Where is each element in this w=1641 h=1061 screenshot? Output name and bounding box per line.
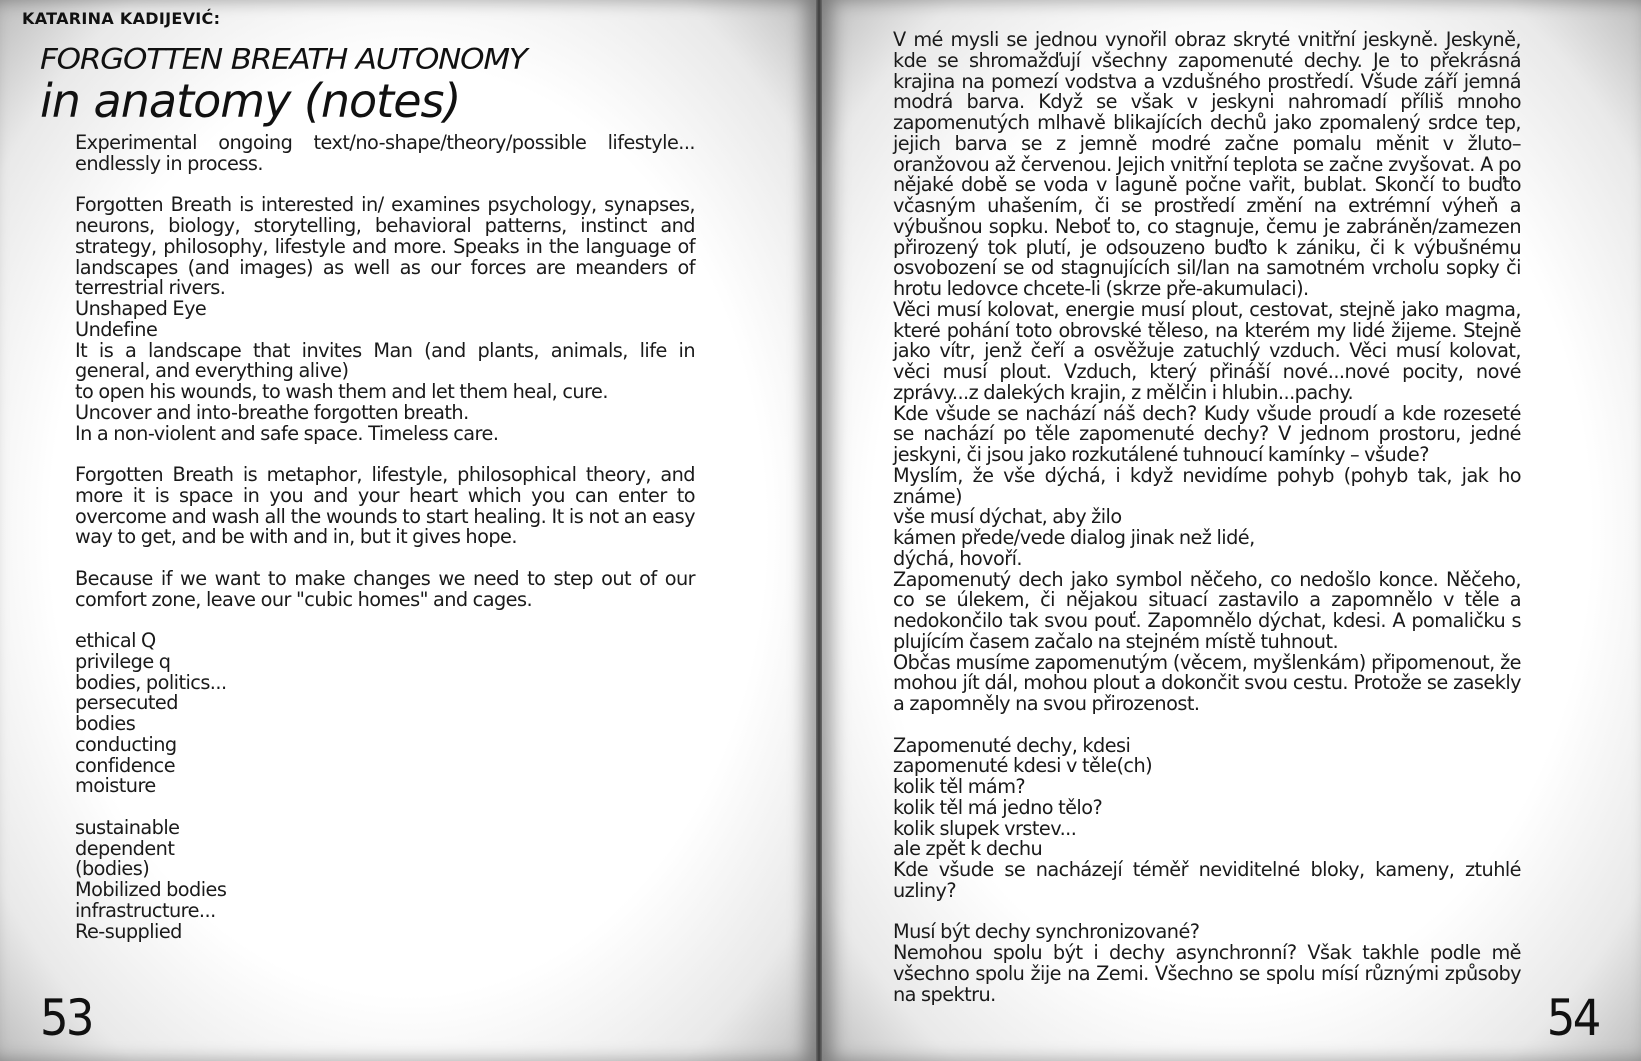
- left-page: [0, 0, 816, 1061]
- text-line: dýchá, hovoří.: [893, 546, 1022, 570]
- text-line: kolik těl mám?: [893, 775, 1026, 798]
- text-line: Zapomenuté dechy, kdesi: [893, 733, 1131, 757]
- list-item: Mobilized bodies: [75, 878, 227, 901]
- list-item: (bodies): [75, 857, 150, 881]
- paragraph: Nemohou spolu být i dechy asynchronní? Však takhle podle mě všechno spolu žije na Zemi. Všechno se spolu mísí různými způsoby na spektru.: [893, 941, 1521, 1006]
- paragraph: V mé mysli se jednou vynořil obraz skryté vnitřní jeskyně. Jeskyně, kde se shromažďují všechny zapomenuté dechy. Je to překrásná krajina na pomezí vodstva a vzdušného prostředí. Všude září jemná modrá barva. Když se však v jeskyni nahromadí příliš mnoho zapomenutých mlhavě blikajících dechů jako zpomalený srdce tep, jejich barva se z jemně modré začne pomalu měnit v žluto–oranžovou až červenou. Jejich vnitřní teplota se začne zvyšovat. A po nějaké době se voda v laguně počne vařit, bublat. Skončí to buďto včasným uhašením, či se prostředí změní na extrémní výheň a výbušnou sopku. Neboť to, co stagnuje, čemu je zabráněn/zamezen přirozený tok plutí, je odsouzeno buďto k zániku, či k výbušnému osvobození se od stagnujících sil/lan na samotném vrcholu sopky či hrotu ledovce chcete-li (skrze pře-akumulaci).: [893, 28, 1521, 300]
- author-name: KATARINA KADIJEVIĆ:: [22, 9, 221, 28]
- article-title: [40, 43, 760, 128]
- list-item: bodies, politics...: [75, 670, 227, 694]
- paragraph: Forgotten Breath is interested in/ examines psychology, synapses, neurons, biology, storytelling, behavioral patterns, instinct and strategy, philosophy, lifestyle and more. Speaks in the language of landscapes (and images) as well as our forces are meanders of terrestrial rivers.: [75, 193, 695, 300]
- text-line: Undefine: [75, 317, 158, 341]
- paragraph: Myslím, že vše dýchá, i když nevidíme pohyb (pohyb tak, jak ho známe): [893, 463, 1521, 508]
- list-item: dependent: [75, 836, 175, 860]
- text-line: kolik těl má jedno tělo?: [893, 795, 1103, 819]
- text-line: kolik slupek vrstev...: [893, 816, 1077, 840]
- text-line: Unshaped Eye: [75, 297, 207, 320]
- list-item: sustainable: [75, 815, 180, 839]
- paragraph: Věci musí kolovat, energie musí plout, cestovat, stejně jako magma, které pohání toto obrovské těleso, na kterém my lidé žijeme. Stejně jako vítr, jenž čeří a osvěžuje zatuchlý vzduch. Věci musí kolovat, věci musí plout. Vzduch, který přináší nové...nové pocity, nové zprávy...z dalekých krajin, z mělčin i hlubin...pachy.: [893, 297, 1521, 404]
- text-line: Musí být dechy synchronizované?: [893, 920, 1200, 944]
- paragraph: Občas musíme zapomenutým (věcem, myšlenkám) připomenout, že mohou jít dál, mohou plout a dokončit svou cestu. Protože se zasekly a zapomněly na svou přirozenost.: [893, 650, 1521, 715]
- list-item: conducting: [75, 732, 177, 756]
- list-item: infrastructure...: [75, 898, 216, 922]
- left-body-text: [75, 133, 695, 942]
- text-line: kámen přede/vede dialog jinak než lidé,: [893, 526, 1255, 549]
- paragraph: It is a landscape that invites Man (and plants, animals, life in general, and everything alive): [75, 338, 695, 383]
- text-line: zapomenuté kdesi v těle(ch): [893, 754, 1153, 778]
- list-item: persecuted: [75, 691, 178, 715]
- text-line: to open his wounds, to wash them and let them heal, cure.: [75, 380, 608, 403]
- page-number: 54: [1547, 989, 1599, 1047]
- right-page: [822, 0, 1641, 1061]
- list-item: confidence: [75, 753, 176, 777]
- list-item: moisture: [75, 774, 156, 798]
- list-item: bodies: [75, 712, 136, 735]
- paragraph: Kde všude se nachází náš dech? Kudy všude proudí a kde rozeseté se nachází po těle zapomenuté dechy? V jednom prostoru, jedné jeskyni, či jsou jako rozkutálené tuhnoucí kamínky – všude?: [893, 401, 1521, 466]
- text-line: vše musí dýchat, aby žilo: [893, 505, 1122, 529]
- list-item: ethical Q: [75, 629, 156, 652]
- page-number: 53: [40, 989, 92, 1047]
- list-item: Re-supplied: [75, 919, 182, 943]
- text-line: Uncover and into-breathe forgotten breath.: [75, 400, 469, 424]
- title-line-1: FORGOTTEN BREATH AUTONOMY: [40, 43, 527, 77]
- paragraph: Zapomenutý dech jako symbol něčeho, co nedošlo konce. Něčeho, co se úlekem, či nějakou situací zastavilo a zapomnělo v těle a nedokončilo tak svou pouť. Zapomnělo dýchat, kdesi. A pomaličku s plujícím časem začalo na stejném místě tuhnout.: [893, 567, 1521, 653]
- right-body-text: [893, 30, 1521, 1005]
- title-line-2: in anatomy (notes): [40, 74, 461, 128]
- intro-paragraph: Experimental ongoing text/no-shape/theory/possible lifestyle... endlessly in process.: [75, 131, 695, 175]
- paragraph: Because if we want to make changes we need to step out of our comfort zone, leave our "cubic homes" and cages.: [75, 566, 695, 611]
- text-line: In a non-violent and safe space. Timeless care.: [75, 421, 499, 445]
- list-item: privilege q: [75, 649, 171, 673]
- paragraph: Kde všude se nacházejí téměř neviditelné bloky, kameny, ztuhlé uzliny?: [893, 858, 1521, 902]
- paragraph: Forgotten Breath is metaphor, lifestyle, philosophical theory, and more it is space in you and your heart which you can enter to overcome and wash all the wounds to start healing. It is not an easy way to get, and be with and in, but it gives hope.: [75, 463, 695, 549]
- text-line: ale zpět k dechu: [893, 837, 1043, 861]
